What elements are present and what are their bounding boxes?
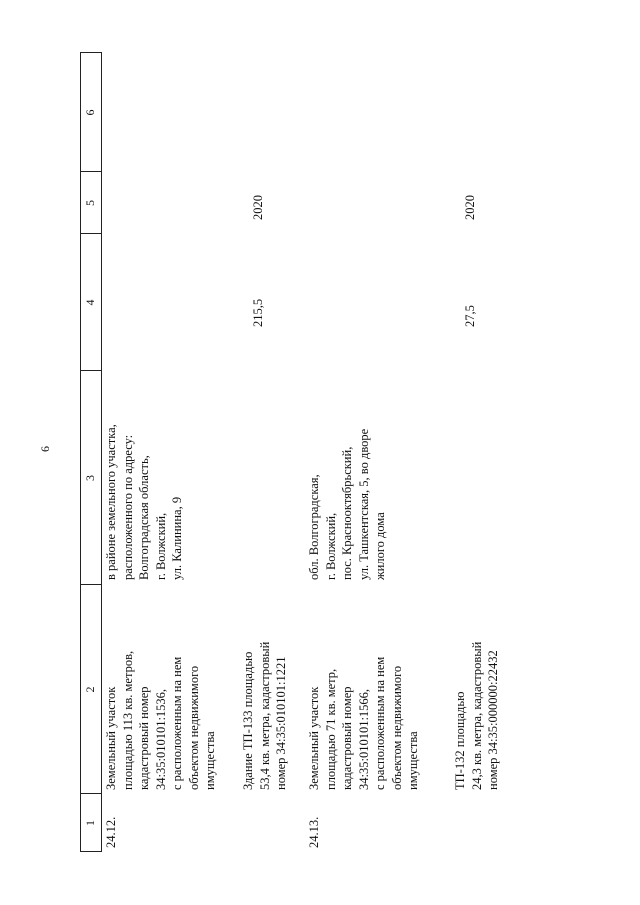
col-header-6: 6 xyxy=(83,109,97,116)
text-line: ул. Ташкентская, 5, во дворе xyxy=(356,428,371,580)
text-line: ТП-132 площадью xyxy=(453,691,467,790)
text-line: 53,4 кв. метра, кадастровый xyxy=(257,641,272,790)
text-line: с расположенным на нем xyxy=(170,656,184,790)
text-line: номер 34:35:010101:1221 xyxy=(274,656,288,790)
text-line: имущества xyxy=(203,731,217,790)
table-header-rule xyxy=(101,52,102,852)
text-line: площадью 113 кв. метров, xyxy=(120,650,135,790)
text-line: Волгоградская область, xyxy=(137,455,151,580)
object-description xyxy=(306,657,422,790)
col-header-2: 2 xyxy=(83,686,97,693)
object-address xyxy=(103,424,186,580)
text-line: Земельный участок xyxy=(104,686,118,790)
page-number: 6 xyxy=(38,446,52,452)
rotated-table xyxy=(80,52,626,852)
text-line: пос. Краснооктябрьский, xyxy=(340,446,354,580)
object-description xyxy=(452,642,502,790)
text-line: обл. Волгоградская, xyxy=(307,474,321,580)
text-line: г. Волжский, xyxy=(323,512,338,580)
text-line: расположенного по адресу: xyxy=(120,434,135,580)
text-line: Земельный участок xyxy=(307,686,321,790)
text-line: 24,3 кв. метра, кадастровый xyxy=(469,641,484,790)
text-line: в районе земельного участка, xyxy=(104,424,118,580)
text-line: кадастровый номер xyxy=(340,686,354,790)
text-line: объектом недвижимого xyxy=(186,665,201,790)
year-col5: 2020 xyxy=(463,195,477,220)
object-description xyxy=(240,642,290,790)
value-col4: 215,5 xyxy=(251,298,265,327)
text-line: ул. Калинина, 9 xyxy=(170,496,184,580)
text-line: г. Волжский, xyxy=(153,512,168,580)
object-description xyxy=(103,651,219,790)
text-line: площадью 71 кв. метр, xyxy=(323,668,338,790)
row-number: 24.13. xyxy=(307,816,321,848)
year-col5: 2020 xyxy=(251,195,265,220)
table-top-rule xyxy=(80,52,81,852)
row-number: 24.12. xyxy=(104,816,118,848)
col-header-4: 4 xyxy=(83,299,97,306)
text-line: имущества xyxy=(406,731,420,790)
text-line: номер 34:35:000000:22432 xyxy=(486,650,500,790)
text-line: жилого дома xyxy=(373,512,387,580)
col-header-1: 1 xyxy=(83,820,97,826)
text-line: объектом недвижимого xyxy=(389,665,404,790)
value-col4: 27,5 xyxy=(463,305,477,327)
col-header-3: 3 xyxy=(83,475,97,481)
text-line: 34:35:010101:1566, xyxy=(356,688,371,790)
col-header-5: 5 xyxy=(83,200,97,206)
text-line: 34:35:010101:1536, xyxy=(153,688,168,790)
text-line: с расположенным на нем xyxy=(373,656,387,790)
object-address xyxy=(306,429,389,580)
text-line: Здание ТП-133 площадью xyxy=(241,651,255,790)
text-line: кадастровый номер xyxy=(137,686,151,790)
